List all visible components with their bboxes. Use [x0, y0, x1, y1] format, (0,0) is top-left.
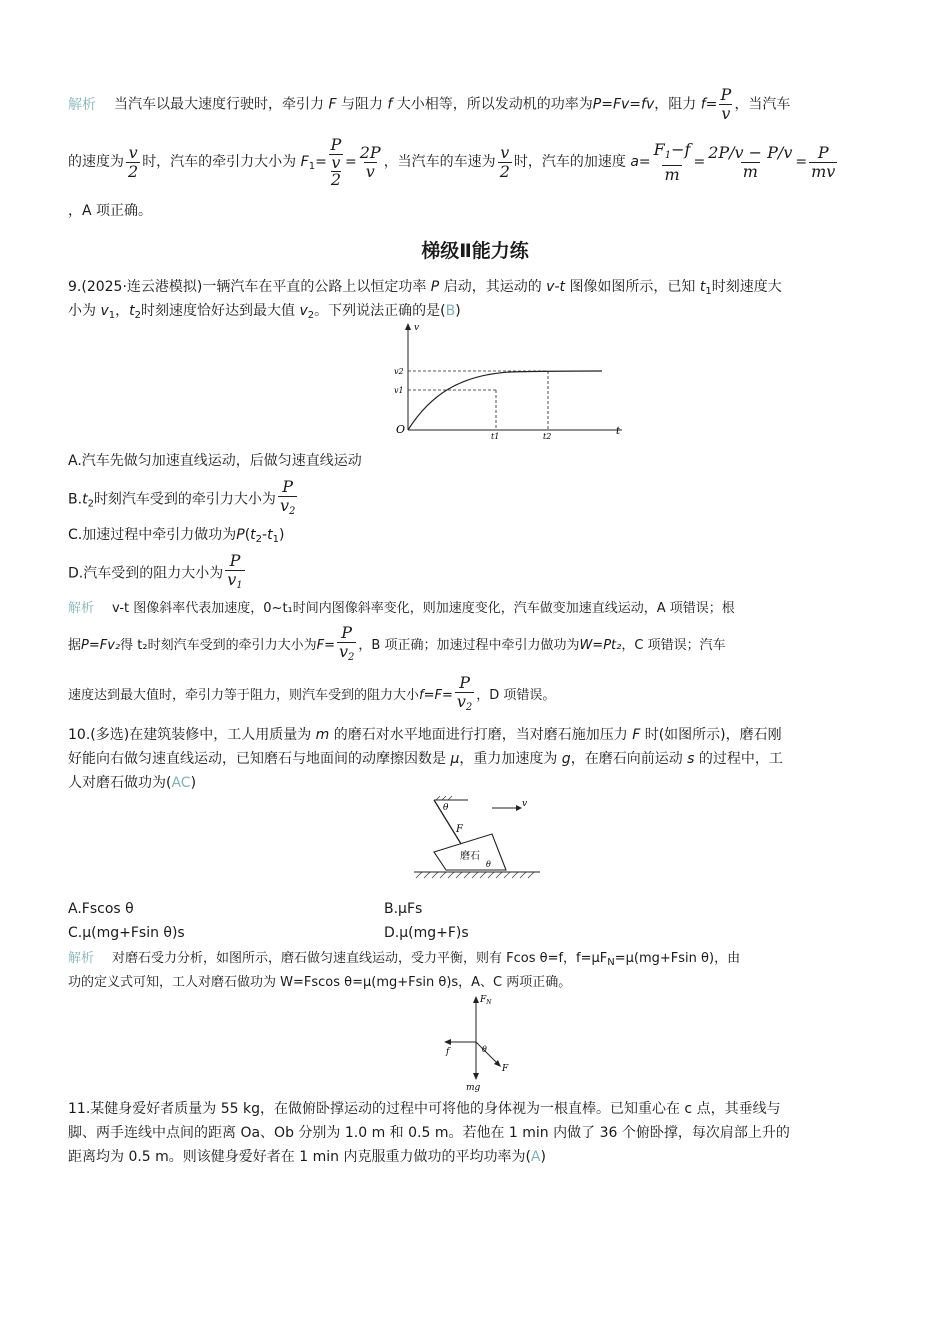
fraction-P-over-v2-b: $\frac{P}{v_2}$ [278, 478, 297, 521]
q10-line2: 好能向右做匀速直线运动，已知磨石与地面间的动摩擦因数是 μ，重力加速度为 g，在磨石向前运动 s 的过程中，工 [68, 751, 783, 767]
text: 与阻力 [340, 96, 383, 113]
text: 对磨石受力分析，如图所示，磨石做匀速直线运动，受力平衡，则有 Fcos θ=f，f=μF [112, 951, 608, 966]
text: ，D 项错误。 [476, 688, 556, 703]
text: 当汽车以最大速度行驶时，牵引力 [114, 96, 324, 113]
F-arrow [476, 1042, 498, 1064]
vt-curve [408, 371, 602, 430]
text: 得 t₂时刻汽车受到的牵引力大小为 [120, 638, 317, 653]
theta-label-stone: θ [486, 860, 491, 869]
text: 据 [68, 638, 82, 653]
text: 小为 [68, 303, 96, 319]
q10-option-c[interactable]: C.μ(mg+Fsin θ)s [68, 925, 185, 941]
q9-option-a[interactable]: A.汽车先做匀加速直线运动，后做匀速直线运动 [68, 453, 362, 469]
text: 图像如图所示，已知 [569, 279, 696, 295]
F-label: F [456, 824, 463, 835]
exp-label: 解析 [68, 951, 95, 966]
q10-option-a[interactable]: A.Fscos θ [68, 901, 134, 917]
formula: f=F= [419, 688, 453, 703]
subscript: N [607, 957, 615, 968]
exp-prev-line3: ，A 项正确。 [68, 203, 153, 219]
exp-label: 解析 [68, 96, 96, 113]
v-label: v [522, 799, 528, 809]
q11-answer: A [530, 1149, 541, 1165]
q10-figure [412, 796, 542, 884]
text: ，当汽车的车速为 [383, 154, 496, 170]
text: 时(如图所示)，磨石刚 [644, 727, 782, 743]
v2-label: v2 [394, 367, 404, 376]
text: 时，汽车的加速度 [513, 154, 626, 170]
text: C.加速过程中牵引力做功为 [68, 527, 237, 543]
fig-top-hatch [436, 796, 452, 800]
text: 速度达到最大值时，牵引力等于阻力，则汽车受到的阻力大小 [68, 688, 420, 703]
fraction-P-over-v1: $\frac{P}{v_1}$ [225, 552, 244, 595]
theta-label-2: θ [482, 1045, 487, 1054]
FN-arrowhead [473, 996, 479, 1003]
t-axis-label: t [616, 426, 621, 437]
fraction-P-over-mv: $\frac{P}{mv}$ [811, 142, 836, 181]
text: 。下列说法正确的是( [314, 303, 446, 319]
q10-answer: AC [171, 775, 191, 791]
text: 大小相等，所以发动机的功率为 [396, 96, 593, 113]
theta-label-top: θ [443, 803, 449, 813]
q9-exp-line3 [68, 674, 555, 717]
text: 9.(2025·连云港模拟)一辆汽车在平直的公路上以恒定功率 [68, 279, 427, 295]
fraction-P-over-v2: P v 2 [330, 135, 342, 189]
v-axis-arrow [405, 323, 411, 330]
F-label-2: F [502, 1064, 509, 1074]
ground-hatch [416, 872, 534, 878]
q11-line3 [68, 1146, 546, 1168]
text: ，C 项错误；汽车 [621, 638, 726, 653]
q11-line1: 11.某健身爱好者质量为 55 kg，在做俯卧撑运动的过程中可将他的身体视为一根直棒。已知重心在 c 点，其垂线与 [68, 1101, 781, 1117]
fraction-2P-over-v: $\frac{2P}{v}$ [359, 142, 381, 181]
q9-exp-line2 [68, 624, 726, 667]
mg-arrowhead [473, 1073, 479, 1080]
q10-line3 [68, 772, 196, 794]
text: 人对磨石做功为( [68, 775, 172, 791]
exp-prev-line2: 的速度为 $\frac{v}{2}$ 时，汽车的牵引力大小为 $F_1=$ P v 2 = $\frac{2P}{v}$ ，当汽车的车速为 $\frac{v}{2}$ 时，汽车的加速度 a= $\frac{F_1-f}{m}$ = $\frac{2P/v - P/v}{m}$ = $\frac{P}{mv}$ [68, 135, 836, 189]
text: 好能向右做匀速直线运动，已知磨石与地面间的动摩擦因数是 [68, 751, 446, 767]
exp-prev-line1: 解析 当汽车以最大速度行驶时，牵引力 F 与阻力 f 大小相等，所以发动机的功率为P=Fv=fv，阻力 f= $\frac{P}{v}$ ，当汽车 [68, 85, 791, 123]
text: 的过程中，工 [698, 751, 783, 767]
q10-force-diagram [440, 992, 520, 1092]
text: ，B 项正确；加速过程中牵引力做功为 [358, 638, 580, 653]
origin-label: O [396, 423, 406, 436]
fraction-accel: $\frac{F_1-f}{m}$ [653, 139, 691, 184]
text: 10.(多选)在建筑装修中，工人用质量为 [68, 727, 312, 743]
q10-exp-line2: 功的定义式可知，工人对磨石做功为 W=Fscos θ=μ(mg+Fsin θ)s，A、C 两项正确。 [68, 975, 572, 990]
formula: F= [316, 638, 335, 653]
t1-label: t1 [491, 432, 500, 440]
q10-option-d[interactable]: D.μ(mg+F)s [384, 925, 469, 941]
exp-label: 解析 [68, 601, 95, 616]
text: ) [190, 775, 197, 791]
q9-option-d[interactable] [68, 552, 247, 595]
v1-label: v1 [394, 386, 404, 395]
text: v-t 图像斜率代表加速度，0~t₁时间内图像斜率变化，则加速度变化，汽车做变加速直线运动，A 项错误；根 [112, 601, 735, 616]
v-axis-label: v [414, 323, 420, 333]
t2-label: t2 [543, 432, 552, 440]
text: 时，汽车的牵引力大小为 [142, 154, 297, 170]
section-title: 梯级Ⅱ能力练 [421, 240, 529, 262]
text: ，当汽车 [734, 96, 791, 113]
q9-line1: 9.(2025·连云港模拟)一辆汽车在平直的公路上以恒定功率 P 启动，其运动的 v-t 图像如图所示，已知 $t_1$时刻速度大 [68, 279, 782, 297]
text: 距离均为 0.5 m。则该健身爱好者在 1 min 内克服重力做功的平均功率为( [68, 1149, 531, 1165]
q9-vt-graph [390, 320, 630, 440]
f-label: f [446, 1047, 450, 1057]
formula: P=Fv=fv [592, 96, 655, 113]
text: 时刻速度大 [711, 279, 782, 295]
f-arrowhead [444, 1039, 451, 1045]
text: ，重力加速度为 [459, 751, 558, 767]
fraction-P-over-v: $\frac{P}{v}$ [720, 85, 732, 123]
fraction-P-over-v2-c: $\frac{P}{v_2}$ [337, 624, 356, 667]
text: ) [455, 303, 461, 319]
text: D.汽车受到的阻力大小为 [68, 565, 224, 582]
text: 的速度为 [68, 154, 124, 170]
q9-option-b[interactable]: $B.t_2$时刻汽车受到的牵引力大小为 $\frac{P}{v_2}$ [68, 478, 299, 525]
formula: P=Fv₂ [81, 638, 121, 653]
text: 的磨石对水平地面进行打磨，当对磨石施加压力 [333, 727, 628, 743]
text: 时刻速度恰好达到最大值 [141, 303, 295, 319]
q9-option-c[interactable]: C.加速过程中牵引力做功为$P(t_2-t_1)$ [68, 527, 285, 545]
text: =μ(mg+Fsin θ)，由 [614, 951, 741, 966]
text: 启动，其运动的 [443, 279, 542, 295]
text: 时刻汽车受到的牵引力大小为 [93, 491, 276, 508]
mg-label: mg [466, 1083, 481, 1092]
FN-label: $F_N$ [480, 995, 492, 1006]
stone-label: 磨石 [460, 851, 480, 862]
q9-exp-line1 [68, 598, 735, 620]
formula: f= [700, 96, 718, 113]
text: ，在磨石向前运动 [570, 751, 683, 767]
q10-line1: 10.(多选)在建筑装修中，工人用质量为 m 的磨石对水平地面进行打磨，当对磨石施加压力 F 时(如图所示)，磨石刚 [68, 727, 782, 743]
fraction-accel-2: $\frac{2P/v - P/v}{m}$ [708, 142, 793, 181]
q9-line2: 小为 $v_1$，$t_2$时刻速度恰好达到最大值 $v_2$。下列说法正确的是(B) [68, 303, 461, 321]
fraction-v-over-2b: $\frac{v}{2}$ [499, 142, 510, 181]
text: B. [68, 491, 83, 508]
fraction-v-over-2: $\frac{v}{2}$ [128, 142, 139, 181]
formula: W=Pt₂ [579, 638, 622, 653]
q10-option-b[interactable]: B.μFs [384, 901, 423, 917]
q11-line2: 脚、两手连线中点间的距离 Oa、Ob 分别为 1.0 m 和 0.5 m。若他在 1 min 内做了 36 个俯卧撑，每次肩部上升的 [68, 1125, 790, 1141]
text: ，阻力 [654, 96, 697, 113]
q9-answer: B [445, 303, 456, 319]
q10-exp-line1 [68, 948, 740, 974]
text: ) [540, 1149, 546, 1165]
fraction-P-over-v2-d: $\frac{P}{v_2}$ [455, 674, 474, 717]
